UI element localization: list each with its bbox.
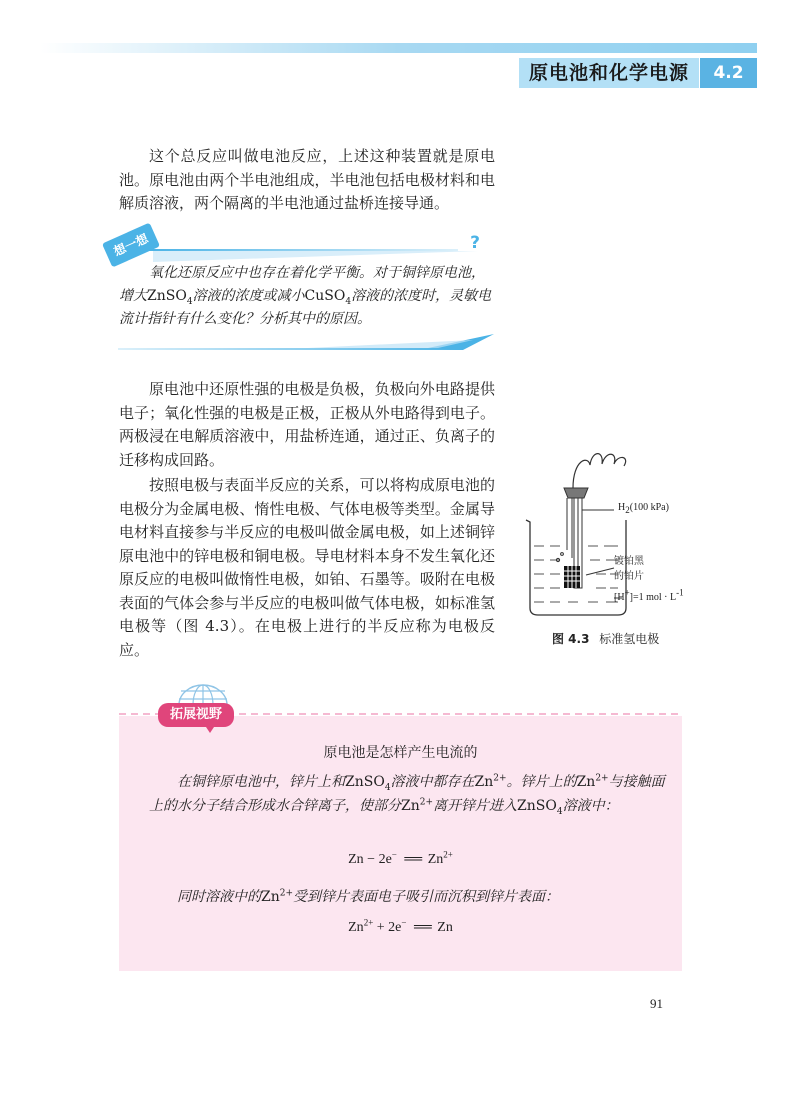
figure-caption bbox=[552, 630, 659, 647]
figure-number: 图 4.3 bbox=[552, 632, 590, 646]
page-number: 91 bbox=[650, 996, 663, 1011]
intro-paragraph bbox=[119, 145, 495, 216]
label-h2: $H_2(100$ kPa) bbox=[618, 502, 669, 515]
chapter-title-box bbox=[519, 58, 699, 88]
badge-tail bbox=[204, 724, 216, 733]
label-concentration: [H+]=1 mol · $L^{-1}$ bbox=[614, 587, 684, 603]
extended-paragraph-1: 在铜锌原电池中，锌片上和ZnSO$_4$溶液中都存在$Zn^{2+}$。锌片上的$Zn^{2+}$与接触面上的水分子结合形成水合锌离子，使部分$Zn^{2+}$离开锌片进入ZnSO$_4$溶液中： bbox=[149, 773, 665, 817]
chapter-title: 原电池和化学电源 bbox=[528, 62, 689, 84]
extended-title: 原电池是怎样产生电流的 bbox=[323, 745, 478, 761]
header-bar bbox=[40, 43, 757, 53]
question-mark-icon: ? bbox=[470, 233, 480, 253]
paragraph-electrodes: 原电池中还原性强的电极是负极，负极向外电路提供电子；氧化性强的电极是正极，正极从外电路得到电子。两极浸在电解质溶液中，用盐桥连通，通过正、负离子的迁移构成回路。 bbox=[119, 380, 495, 469]
extended-badge-label: 拓展视野 bbox=[169, 707, 222, 722]
intro-text: 这个总反应叫做电池反应，上述这种装置就是原电池。原电池由两个半电池组成，半电池包括电极材料和电解质溶液，两个隔离的半电池通过盐桥连接导通。 bbox=[119, 147, 495, 212]
think-question-text: 氧化还原反应中也存在着化学平衡。对于铜锌原电池，增大ZnSO$_4$溶液的浓度或减小CuSO$_4$溶液的浓度时，灵敏电流计指针有什么变化？分析其中的原因。 bbox=[119, 265, 492, 327]
section-number: 4.2 bbox=[713, 63, 744, 83]
label-platinum-plate: 镀铂黑 的铂片 bbox=[614, 556, 644, 582]
equation-oxidation: Zn − 2e− ══ $Zn^{2+}$ bbox=[348, 849, 453, 867]
figure-title: 标准氢电极 bbox=[599, 632, 660, 646]
body-text bbox=[119, 378, 495, 662]
section-number-box bbox=[700, 58, 757, 88]
extended-badge bbox=[158, 703, 234, 727]
extended-paragraph-2: 同时溶液中的$Zn^{2+}$受到锌片表面电子吸引而沉积到锌片表面： bbox=[177, 888, 560, 905]
paragraph-electrode-types: 按照电极与表面半反应的关系，可以将构成原电池的电极分为金属电极、惰性电极、气体电极等类型。金属导电材料直接参与半反应的电极叫做金属电极，如上述铜锌原电池中的锌电极和铜电极。导电材料本身不发生氧化还原反应的电极叫做惰性电极，如铂、石墨等。吸附在电极表面的气体会参与半反应的电极叫做气体电极，如标准氢电极等（图 4.3）。在电极上进行的半反应称为电极反应。 bbox=[119, 476, 495, 659]
think-badge-label: 想一想 bbox=[111, 231, 151, 259]
equation-reduction: $Zn^{2+} + 2e^-$ ══ Zn bbox=[348, 917, 453, 935]
